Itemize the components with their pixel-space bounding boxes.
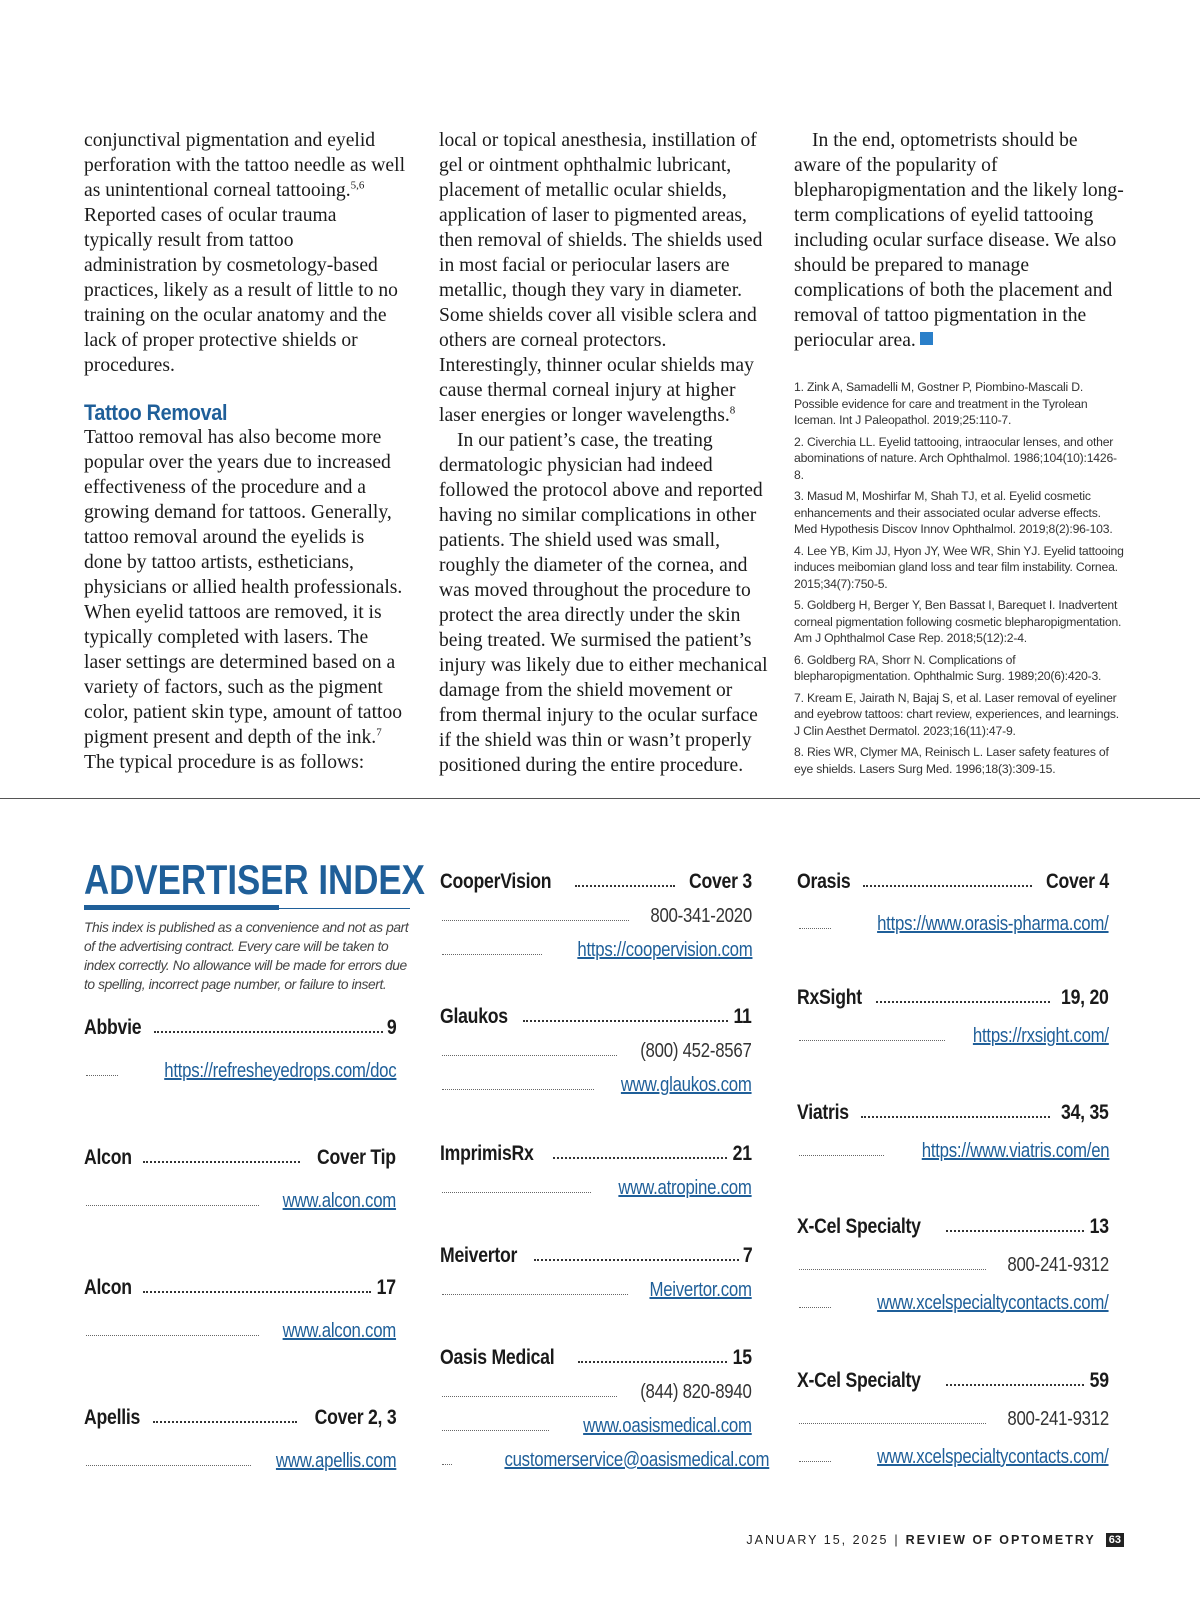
advertiser-link[interactable]: www.xcelspecialtycontacts.com/: [877, 1446, 1109, 1468]
advertiser-link[interactable]: https://www.viatris.com/en: [921, 1140, 1109, 1162]
article-column-3: [794, 128, 1124, 782]
reference: 3. Masud M, Moshirfar M, Shah TJ, et al. Eyelid cosmetic enhancements and their associated ocular adverse effects. Med Hypothesis Discov Innov Ophthalmol. 2019;8(2):96-103.: [794, 489, 1113, 536]
paragraph: conjunctival pigmentation and eyelid perforation with the tattoo needle as well as unintentional corneal tattooing.$^{5,6}$ Reported cases of ocular trauma typically result from tattoo administration by cosmetology-based practices, likely as a result of little to no training on the ocular anatomy and the lack of proper protective shields or procedures.: [84, 130, 406, 376]
advertiser-entry-glaukos: Glaukos 11 (800) 452-8567 www.glaukos.com: [440, 1005, 752, 1096]
advertiser-entry-apellis: Apellis Cover 2, 3 www.apellis.com: [84, 1406, 396, 1472]
advertiser-entry-orasis: Orasis Cover 4 https://www.orasis-pharma.com/: [797, 870, 1109, 935]
references-list: [794, 379, 1124, 777]
advertiser-entry-meivertor: Meivertor 7 Meivertor.com: [440, 1244, 752, 1301]
citation: 5,6: [350, 179, 365, 192]
advertiser-index-disclaimer: This index is published as a convenience and not as part of the advertising contract. Every care will be taken to index correctly. No allowance will be made for errors due to spelling, incorrect page number, or failure to insert.: [84, 920, 409, 992]
footer-separator: |: [894, 1533, 900, 1547]
advertiser-link[interactable]: www.alcon.com: [282, 1320, 396, 1342]
publication-name: REVIEW OF OPTOMETRY: [905, 1533, 1096, 1547]
reference: 2. Civerchia LL. Eyelid tattooing, intraocular lenses, and other abominations of nature. Arch Ophthalmol. 1986;104(10):1426-8.: [794, 434, 1117, 482]
reference: 8. Ries WR, Clymer MA, Reinisch L. Laser safety features of eye shields. Lasers Surg Med. 1996;18(3):309-15.: [794, 745, 1109, 776]
advertiser-entry-x-cel-specialty: X-Cel Specialty 13 800-241-9312 www.xcelspecialtycontacts.com/: [797, 1215, 1109, 1314]
advertiser-entry-x-cel-specialty-2: X-Cel Specialty 59 800-241-9312 www.xcelspecialtycontacts.com/: [797, 1369, 1109, 1468]
advertiser-link[interactable]: https://www.orasis-pharma.com/: [877, 913, 1109, 935]
advertiser-entry-abbvie: Abbvie 9 https://refresheyedrops.com/doc: [84, 1016, 396, 1082]
article-column-2: [439, 128, 769, 778]
paragraph: Tattoo removal has also become more popular over the years due to increased effectiveness of the procedure and a growing demand for tattoos. Generally, tattoo removal around the eyelids is done by tattoo artists, estheticians, physicians or allied health professionals. When eyelid tattoos are removed, it is typically completed with lasers. The laser settings are determined based on a variety of factors, such as the pigment color, patient skin type, amount of tattoo pigment present and depth of the ink.$^7$ The typical procedure is as follows:: [84, 427, 403, 773]
advertiser-phone: (844) 820-8940: [640, 1381, 752, 1403]
end-of-article-square-icon: [920, 332, 933, 345]
advertiser-phone: 800-341-2020: [650, 905, 752, 927]
advertiser-email-link[interactable]: customerservice@oasismedical.com: [504, 1449, 770, 1471]
advertiser-phone: 800-241-9312: [1007, 1254, 1109, 1276]
title-underline-accent: [84, 905, 279, 910]
advertiser-phone: 800-241-9312: [1007, 1408, 1109, 1430]
advertiser-phone: (800) 452-8567: [640, 1040, 752, 1062]
advertiser-entry-alcon: Alcon Cover Tip www.alcon.com: [84, 1146, 396, 1212]
advertiser-entry-coopervision: CooperVision Cover 3 800-341-2020 https://coopervision.com: [440, 870, 752, 961]
page-footer: [746, 1533, 1124, 1547]
advertiser-entry-viatris: Viatris 34, 35 https://www.viatris.com/en: [797, 1101, 1109, 1162]
advertiser-link[interactable]: www.alcon.com: [282, 1190, 396, 1212]
paragraph: In our patient’s case, the treating dermatologic physician had indeed followed the protocol above and reported having no similar complications in other patients. The shield used was small, roughly the diameter of the cornea, and was moved throughout the procedure to protect the area directly under the skin being treated. We surmised the patient’s injury was likely due to either mechanical damage from the shield movement or from thermal injury to the ocular surface if the shield was thin or wasn’t properly positioned during the entire procedure.: [439, 430, 768, 776]
page-number: 63: [1106, 1533, 1124, 1547]
advertiser-entry-oasis-medical: Oasis Medical 15 (844) 820-8940 www.oasismedical.com customerservice@oasismedical.com: [440, 1346, 770, 1471]
issue-date: JANUARY 15, 2025: [746, 1533, 889, 1547]
reference: 1. Zink A, Samadelli M, Gostner P, Piombino-Mascali D. Possible evidence for care and treatment in the Tyrolean Iceman. Int J Paleopathol. 2019;25:110-7.: [794, 380, 1088, 427]
advertiser-entry-rxsight: RxSight 19, 20 https://rxsight.com/: [797, 986, 1109, 1047]
reference: 6. Goldberg RA, Shorr N. Complications of blepharopigmentation. Ophthalmic Surg. 1989;20(6):420-3.: [794, 652, 1102, 683]
advertiser-entry-imprimisrx: ImprimisRx 21 www.atropine.com: [440, 1142, 752, 1199]
advertiser-index-title: ADVERTISER INDEX: [84, 856, 425, 903]
advertiser-link[interactable]: https://refresheyedrops.com/doc: [163, 1060, 396, 1082]
section-heading: Tattoo Removal: [84, 400, 228, 425]
paragraph: In the end, optometrists should be aware of the popularity of blepharopigmentation and the likely long-term complications of eyelid tattooing including ocular surface disease. We also should be prepared to manage complications of both the placement and removal of tattoo pigmentation in the periocular area.: [794, 130, 1124, 351]
section-divider: [0, 798, 1200, 799]
advertiser-link[interactable]: https://rxsight.com/: [973, 1025, 1109, 1047]
advertiser-link[interactable]: https://coopervision.com: [576, 939, 752, 961]
paragraph: local or topical anesthesia, instillation of gel or ointment ophthalmic lubricant, placement of metallic ocular shields, application of laser to pigmented areas, then removal of shields. The shields used in most facial or periocular lasers are metallic, though they vary in diameter. Some shields cover all visible sclera and others are corneal protectors. Interestingly, thinner ocular shields may cause thermal corneal injury at higher laser energies or longer wavelengths.$^8$: [439, 130, 763, 426]
article-column-1: [84, 128, 406, 775]
reference: 7. Kream E, Jairath N, Bajaj S, et al. Laser removal of eyeliner and eyebrow tattoos: chart review, experiences, and learnings. J Clin Aesthet Dermatol. 2023;16(11):47-9.: [794, 690, 1119, 738]
advertiser-link[interactable]: Meivertor.com: [649, 1279, 752, 1301]
reference: 5. Goldberg H, Berger Y, Ben Bassat I, Barequet I. Inadvertent corneal pigmentation following cosmetic blepharopigmentation. Am J Ophthalmol Case Rep. 2018;5(12):2-4.: [794, 598, 1122, 645]
advertiser-link[interactable]: www.oasismedical.com: [583, 1415, 752, 1437]
citation: 8: [729, 404, 736, 417]
reference: 4. Lee YB, Kim JJ, Hyon JY, Wee WR, Shin YJ. Eyelid tattooing induces meibomian gland loss and tear film instability. Cornea. 2015;34(7):750-5.: [794, 543, 1124, 591]
advertiser-link[interactable]: www.xcelspecialtycontacts.com/: [877, 1292, 1109, 1314]
advertiser-entry-alcon-2: Alcon 17 www.alcon.com: [84, 1276, 396, 1342]
advertiser-link[interactable]: www.apellis.com: [275, 1450, 396, 1472]
advertiser-link[interactable]: www.atropine.com: [618, 1177, 752, 1199]
advertiser-link[interactable]: www.glaukos.com: [621, 1074, 752, 1096]
citation: 7: [376, 726, 382, 739]
